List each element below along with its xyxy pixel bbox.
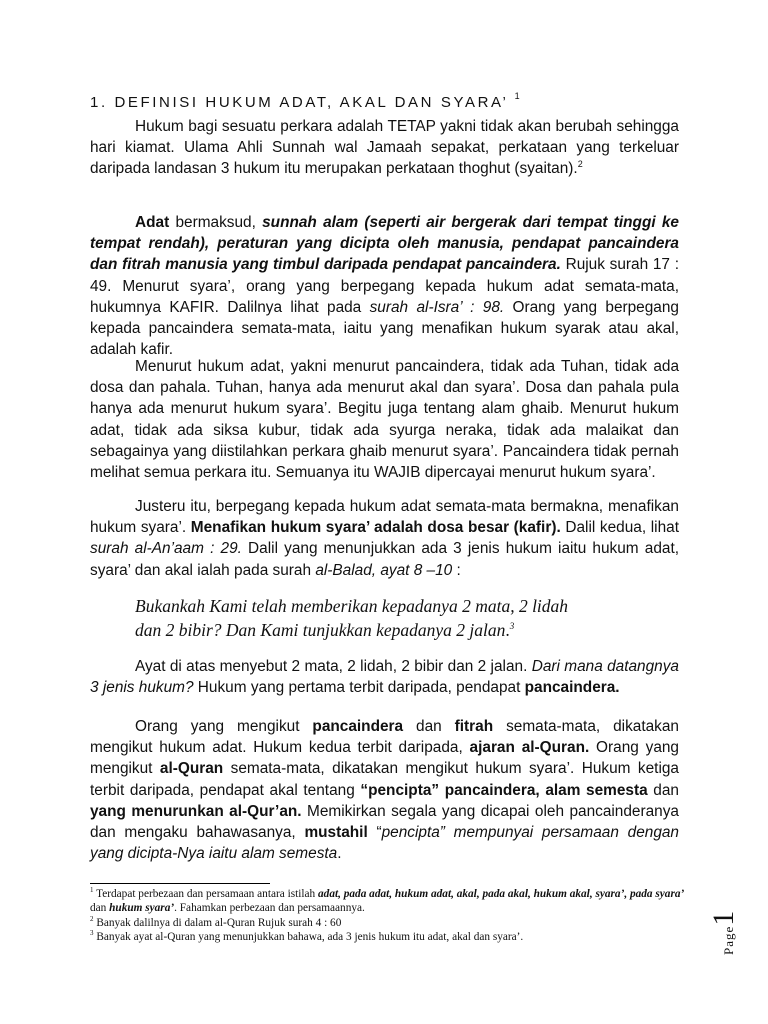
p6-bold-5: “pencipta” pancaindera, alam semesta xyxy=(360,781,648,799)
section-heading xyxy=(90,92,520,113)
footnote-1-text-1: Terdapat perbezaan dan persamaan antara istilah xyxy=(93,888,319,900)
p2-surah-ref: surah al-Isra’ : 98. xyxy=(369,298,505,316)
p6-bold-7: mustahil xyxy=(304,824,368,842)
p3-text: Menurut hukum adat, yakni menurut pancaindera, tidak ada Tuhan, tidak ada dosa dan pahala. Tuhan, hanya ada menurut akal dan syara’. Dosa dan pahala pula hanya ada menurut hukum syara’. Begitu juga tentang alam ghaib. Menurut hukum adat, tidak ada siksa kubur, tidak ada syurga neraka, tidak ada malaikat dan sebagainya yang diistilahkan perkara ghaib menurut syara’. Pancaindera tidak pernah melihat semua perkara itu. Semuanya itu WAJIB dipercayai menurut hukum syara’. xyxy=(90,358,679,482)
p2-term-adat: Adat xyxy=(135,214,170,231)
page-label: Page xyxy=(721,925,736,955)
footnotes xyxy=(90,887,685,945)
p6-text-7: Memikirkan segala yang dicapai oleh pancainderanya dan mengaku bahawasanya, xyxy=(90,802,679,842)
quote-end: . xyxy=(505,620,510,640)
footnote-1 xyxy=(90,887,685,916)
p1-text: Hukum bagi sesuatu perkara adalah TETAP yakni tidak akan berubah sehingga hari kiamat. Ulama Ahli Sunnah wal Jamaah sepakat, perkataan yang terkeluar daripada landasan 3 hukum itu merupakan perkataan thoghut (syaitan). xyxy=(90,118,679,178)
p5-text-1: Ayat di atas menyebut 2 mata, 2 lidah, 2 bibir dan 2 jalan. xyxy=(135,658,532,675)
p6-text-5: semata-mata, dikatakan mengikut hukum syara’. Hukum ketiga terbit daripada, pendapat akal tentang xyxy=(90,760,679,799)
footnote-1-term-2: hukum syara’ xyxy=(109,902,175,915)
page-number-value: 1 xyxy=(707,910,740,926)
p6-bold-3: ajaran al-Quran. xyxy=(469,739,590,757)
p6-text-8: “ xyxy=(367,824,382,842)
paragraph-ayat xyxy=(90,656,679,698)
p2-text-1: bermaksud, xyxy=(169,214,263,231)
p6-text-3: semata-mata, dikatakan mengikut hukum adat. Hukum kedua terbit daripada, xyxy=(90,718,679,757)
footnote-3 xyxy=(90,930,685,944)
p6-text-4: Orang yang mengikut xyxy=(90,739,679,778)
footnote-ref-2: 2 xyxy=(577,159,583,170)
footnote-ref-1: 1 xyxy=(514,91,520,101)
p5-question: Dari mana datangnya 3 jenis hukum? xyxy=(90,658,679,697)
paragraph-justeru xyxy=(90,496,679,581)
p6-bold-2: fitrah xyxy=(454,718,494,735)
p6-text-1: Orang yang mengikut xyxy=(135,718,313,735)
p6-bold-1: pancaindera xyxy=(312,718,404,735)
footnote-separator xyxy=(90,883,270,884)
p4-surah-ref-2: al-Balad, ayat 8 –10 xyxy=(315,561,453,579)
footnote-ref-3: 3 xyxy=(509,621,515,632)
footnote-2 xyxy=(90,916,685,930)
p5-text-2: Hukum yang pertama terbit daripada, pendapat xyxy=(193,679,525,697)
p4-text-3: Dalil yang menunjukkan ada 3 jenis hukum iaitu hukum adat, syara’ dan akal ialah pada surah xyxy=(90,540,679,579)
footnote-1-terms: adat, pada adat, hukum adat, akal, pada akal, hukum akal, syara’, pada syara’ xyxy=(318,888,685,900)
p2-text-3: Orang yang berpegang kepada pancaindera semata-mata, iaitu yang menafikan hukum syarak atau akal, adalah kafir. xyxy=(90,298,679,359)
paragraph-adat xyxy=(90,212,679,360)
footnote-2-text: Banyak dalilnya di dalam al-Quran Rujuk surah 4 : 60 xyxy=(93,916,342,929)
p4-bold: Menafikan hukum syara’ adalah dosa besar (kafir). xyxy=(190,519,561,537)
paragraph-orang xyxy=(90,716,679,864)
footnote-3-number: 3 xyxy=(90,929,94,938)
p6-text-9: . xyxy=(337,845,342,863)
p4-text-4: : xyxy=(452,561,461,579)
p6-text-6: dan xyxy=(647,781,679,799)
heading-text: 1. DEFINISI HUKUM ADAT, AKAL DAN SYARA’ xyxy=(90,94,508,111)
footnote-2-number: 2 xyxy=(90,915,94,924)
p4-text-1: Justeru itu, berpegang kepada hukum adat semata-mata bermakna, menafikan hukum syara’. xyxy=(90,498,679,537)
quran-quote xyxy=(135,594,575,642)
p4-surah-ref: surah al-An’aam : 29. xyxy=(90,540,242,558)
footnote-3-text: Banyak ayat al-Quran yang menunjukkan bahawa, ada 3 jenis hukum itu adat, akal dan syara’. xyxy=(93,931,524,944)
footnote-1-text-3: . Fahamkan perbezaan dan persamaannya. xyxy=(174,902,365,915)
p5-bold: pancaindera. xyxy=(524,679,620,697)
p6-bold-4: al-Quran xyxy=(159,760,224,778)
p6-bold-6: yang menurunkan al-Qur’an. xyxy=(90,802,302,820)
p6-italic: pencipta” mempunyai persamaan dengan yang dicipta-Nya iaitu alam semesta xyxy=(90,824,679,863)
page-number xyxy=(707,910,740,955)
p2-text-2: Rujuk surah 17 : 49. Menurut syara’, orang yang berpegang kepada hukum adat semata-mata, hukumnya KAFIR. Dalilnya lihat pada xyxy=(90,256,679,316)
footnote-1-text-2: dan xyxy=(90,902,110,915)
footnote-1-number: 1 xyxy=(90,886,94,895)
p6-text-2: dan xyxy=(403,718,455,735)
quote-line-1: Bukankah Kami telah memberikan kepadanya 2 mata, 2 lidah xyxy=(135,596,569,616)
p4-text-2: Dalil kedua, lihat xyxy=(560,519,679,537)
paragraph-pancaindera xyxy=(90,356,679,483)
paragraph-hukum-tetap xyxy=(90,116,679,180)
p2-definition: sunnah alam (seperti air bergerak dari tempat tinggi ke tempat rendah), peraturan yang dicipta oleh manusia, pendapat pancaindera dan fitrah manusia yang timbul daripada pendapat pancaindera. xyxy=(90,214,679,274)
quote-line-2: dan 2 bibir? Dan Kami tunjukkan kepadanya 2 jalan xyxy=(135,620,506,640)
